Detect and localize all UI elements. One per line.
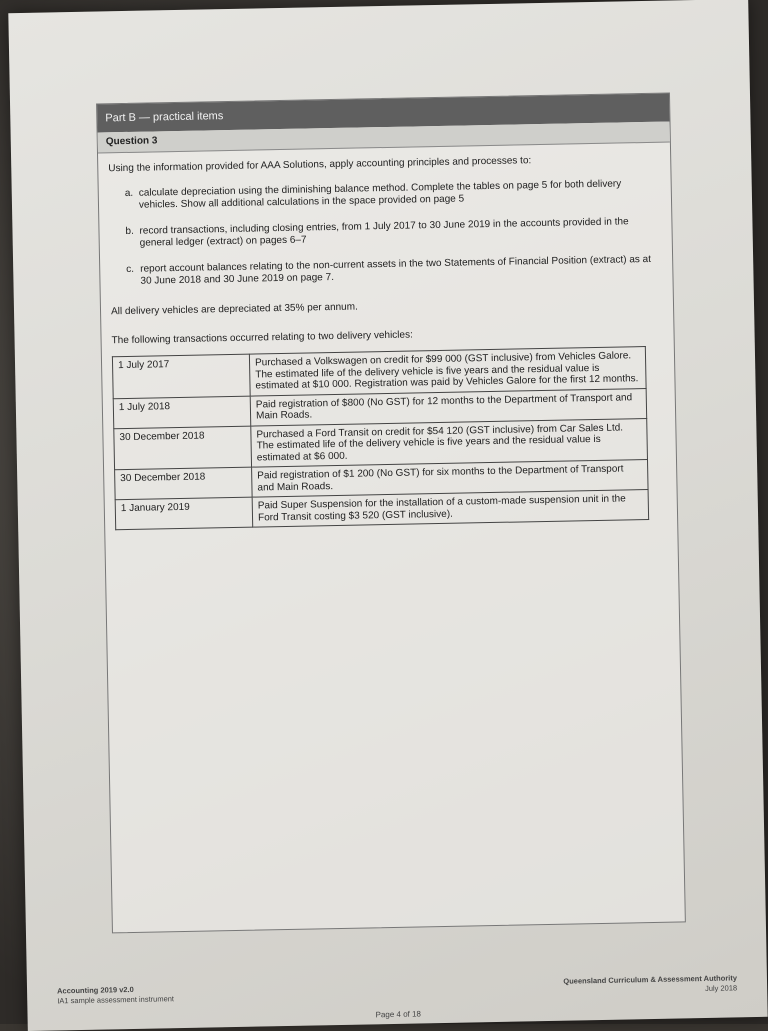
task-text: report account balances relating to the non-current assets in the two Statements of Financial Position (extract) as at 30 June 2018 and 30 June 2019 on page 7. [140, 253, 652, 287]
task-item [125, 178, 661, 212]
task-letter: c. [126, 263, 135, 275]
transactions-intro: The following transactions occurred relating to two delivery vehicles: [111, 329, 413, 347]
transactions-table [112, 346, 649, 530]
footer-instrument: IA1 sample assessment instrument [57, 994, 175, 1006]
depreciation-note: All delivery vehicles are depreciated at 35% per annum. [110, 301, 358, 318]
transaction-date: 30 December 2018 [114, 426, 252, 470]
footer-authority: Queensland Curriculum & Assessment Authority [563, 973, 738, 986]
transaction-date: 1 July 2018 [113, 396, 251, 429]
task-letter: a. [124, 187, 134, 199]
task-item [126, 254, 662, 288]
task-item [125, 216, 661, 250]
part-header: Part B — practical items [97, 94, 669, 133]
footer-right [563, 973, 737, 996]
question-panel [96, 93, 686, 934]
task-text: calculate depreciation using the diminishing balance method. Complete the tables on page 5 for both delivery vehicles. Show all additional calculations in the space provided on page 5 [138, 178, 622, 211]
task-letter: b. [125, 225, 134, 237]
intro-text: Using the information provided for AAA Solutions, apply accounting principles and processes to: [108, 155, 532, 175]
transaction-date: 1 January 2019 [115, 497, 253, 530]
question-label: Question 3 [98, 122, 670, 154]
question-content [98, 143, 677, 531]
transaction-date: 30 December 2018 [115, 467, 253, 500]
document-page [8, 0, 767, 1031]
transaction-description: Paid registration of $1 200 (No GST) for six months to the Department of Transport and Main Roads. [252, 460, 649, 498]
page-number: Page 4 of 18 [375, 1009, 422, 1020]
transaction-description: Purchased a Ford Transit on credit for $54 120 (GST inclusive) from Car Sales Ltd. The estimated life of the delivery vehicle is five years and the residual value is estimated at $6 000. [251, 418, 648, 467]
transaction-date: 1 July 2017 [112, 354, 250, 398]
task-text: record transactions, including closing entries, from 1 July 2017 to 30 June 2019 in the accounts provided in the general ledger (extract) on pages 6–7 [139, 216, 629, 249]
transaction-description: Paid Super Suspension for the installation of a custom-made suspension unit in the Ford Transit costing $3 520 (GST inclusive). [252, 490, 649, 528]
footer-course: Accounting 2019 v2.0 [56, 984, 134, 996]
footer-date: July 2018 [704, 983, 738, 994]
footer-left [57, 984, 174, 1006]
transaction-description: Purchased a Volkswagen on credit for $99 000 (GST inclusive) from Vehicles Galore. The estimated life of the delivery vehicle is five years and the residual value is estimated at $10 000. Registration was paid by Vehicles Galore for the first 12 months. [249, 347, 646, 396]
transaction-description: Paid registration of $800 (No GST) for 12 months to the Department of Transport and Main Roads. [250, 388, 647, 426]
